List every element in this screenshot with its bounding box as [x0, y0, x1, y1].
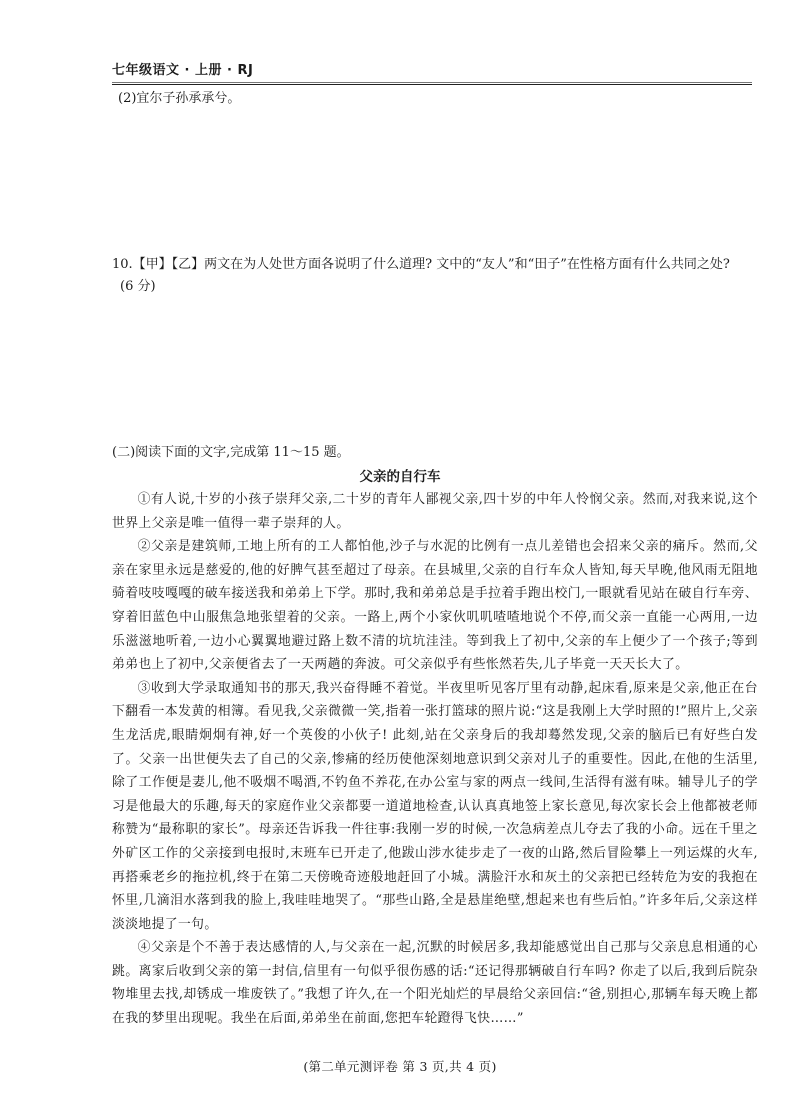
article-body — [112, 488, 758, 1031]
question-9-subitem: (2)宜尔子孙承承兮。 — [118, 91, 241, 106]
article-paragraph-3: ③收到大学录取通知书的那天,我兴奋得睡不着觉。半夜里听见客厅里有动静,起床看,原来是父亲,他正在台下翻看一本发黄的相簿。看见我,父亲微微一笑,指着一张打篮球的照片说:“这是我刚上大学时照的!”照片上,父亲生龙活虎,眼睛炯炯有神,好一个英俊的小伙子! 此刻,站在父亲身后的我却蓦然发现,父亲的脑后已有好些白发了。父亲一出世便失去了自己的父亲,惨痛的经历使他深刻地意识到父亲对儿子的重要性。因此,在他的生活里,除了工作便是妻儿,他不吸烟不喝酒,不钓鱼不养花,在办公室与家的两点一线间,生活得有滋有味。辅导儿子的学习是他最大的乐趣,每天的家庭作业父亲都要一道道地检查,认认真真地签上家长意见,每次家长会上他都被老师称赞为“最称职的家长”。母亲还告诉我一件往事:我刚一岁的时候,一次急病差点儿夺去了我的小命。远在千里之外矿区工作的父亲接到电报时,末班车已开走了,他跋山涉水徒步走了一夜的山路,然后冒险攀上一列运煤的火车,再搭乘老乡的拖拉机,终于在第二天傍晚奇迹般地赶回了小城。满脸汗水和灰土的父亲把已经转危为安的我抱在怀里,几滴泪水落到我的脸上,我哇哇地哭了。“那些山路,全是悬崖绝壁,想起来也有些后怕。”许多年后,父亲这样淡淡地提了一句。 — [112, 680, 758, 932]
article-paragraph-2: ②父亲是建筑师,工地上所有的工人都怕他,沙子与水泥的比例有一点儿差错也会招来父亲的痛斥。然而,父亲在家里永远是慈爱的,他的好脾气甚至超过了母亲。在县城里,父亲的自行车众人皆知,每天早晚,他风雨无阻地骑着吱吱嘎嘎的破车接送我和弟弟上下学。那时,我和弟弟总是手拉着手跑出校门,一眼就看见站在破自行车旁、穿着旧蓝色中山服焦急地张望着的父亲。一路上,两个小家伙叽叽喳喳地说个不停,而父亲一直能一心两用,一边乐滋滋地听着,一边小心翼翼地避过路上数不清的坑坑洼洼。等到我上了初中,父亲的车上便少了一个孩子;等到弟弟也上了初中,父亲便省去了一天两趟的奔波。可父亲似乎有些怅然若失,儿子毕竟一天天长大了。 — [112, 539, 758, 673]
page-header — [112, 60, 752, 85]
question-10 — [112, 254, 762, 298]
article-paragraph-4: ④父亲是个不善于表达感情的人,与父亲在一起,沉默的时候居多,我却能感觉出自己那与父亲息息相通的心跳。离家后收到父亲的第一封信,信里有一句似乎很伤感的话:“还记得那辆破自行车吗? 你走了以后,我到后院杂物堆里去找,却锈成一堆废铁了。”我想了许久,在一个阳光灿烂的早晨给父亲回信:“爸,别担心,那辆车每天晚上都在我的梦里出现呢。我坐在后面,弟弟坐在前面,您把车轮蹬得飞快……” — [112, 940, 758, 1027]
header-rule — [112, 82, 752, 83]
page-footer: (第二单元测评卷 第 3 页,共 4 页) — [303, 1059, 497, 1074]
question-10-score: (6 分) — [120, 279, 156, 294]
article-title: 父亲的自行车 — [359, 469, 441, 485]
section-two-intro: (二)阅读下面的文字,完成第 11～15 题。 — [112, 445, 350, 460]
question-10-text: 10.【甲】【乙】两文在为人处世方面各说明了什么道理? 文中的“友人”和“田子”在性格方面有什么共同之处? — [112, 257, 730, 272]
book-label: 七年级语文 · 上册 · RJ — [112, 63, 254, 78]
article-paragraph-1: ①有人说,十岁的小孩子崇拜父亲,二十岁的青年人鄙视父亲,四十岁的中年人怜悯父亲。然而,对我来说,这个世界上父亲是唯一值得一辈子崇拜的人。 — [112, 492, 758, 531]
